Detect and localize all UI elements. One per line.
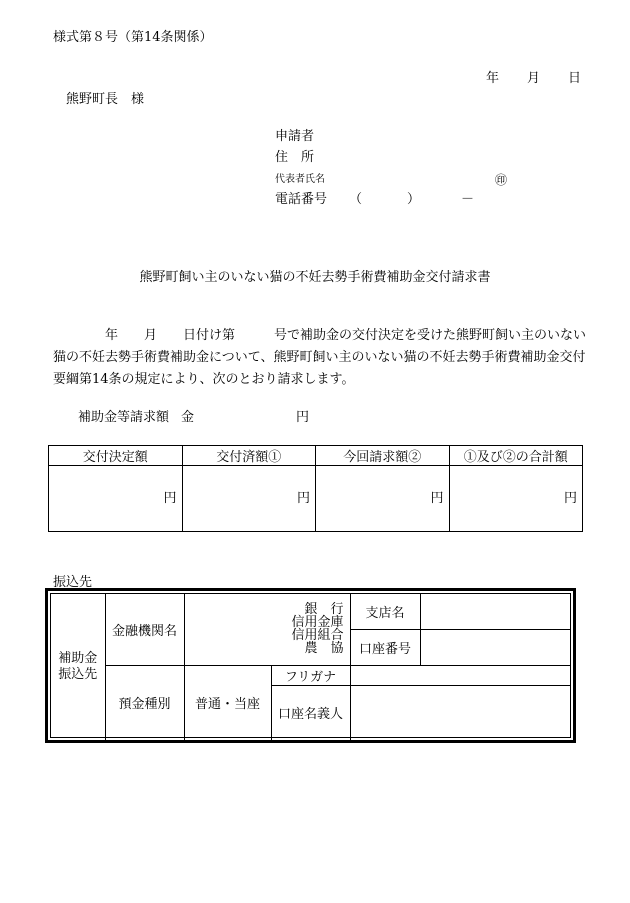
institution-kind-bank: 銀 行 [304,602,344,618]
total-amount-cell[interactable]: 円 [449,466,583,532]
amount-table [48,445,583,532]
deposit-type-value[interactable]: 普通・当座 [184,665,271,740]
transfer-section-label: 振込先 [53,575,93,590]
current-request-cell[interactable]: 円 [316,466,450,532]
branch-input[interactable] [420,594,570,629]
phone-dash: － [461,192,475,207]
institution-kinds[interactable] [184,594,350,665]
branch-label: 支店名 [350,594,420,629]
form-number: 様式第８号（第14条関係） [53,30,213,45]
applicant-block [275,126,508,210]
date-year-label: 年 [486,71,500,86]
representative-row [275,168,508,189]
paid-amount-cell[interactable]: 円 [182,466,316,532]
request-amount-prefix: 金 [181,410,195,425]
addressee: 熊野町長 様 [66,92,145,107]
furigana-label: フリガナ [271,665,350,685]
date-day-label: 日 [568,71,582,86]
amount-table-value-row [49,466,583,532]
account-holder-label: 口座名義人 [271,685,350,740]
body-text: 年 月 日付け第 号で補助金の交付決定を受けた熊野町飼い主のいない猫の不妊去勢手術費補助金について、熊野町飼い主のいない猫の不妊去勢手術費補助金交付要綱第14条の規定により、次のとおり請求します。 [53,328,587,387]
request-amount-label: 補助金等請求額 [78,410,170,425]
transfer-row-header: 補助金振込先 [51,594,105,740]
body-paragraph [53,325,588,391]
phone-label: 電話番号 [275,192,328,207]
request-amount-unit: 円 [296,410,310,425]
applicant-label: 申請者 [275,129,315,144]
institution-kind-shinkin: 信用金庫 [291,615,344,631]
account-number-input[interactable] [420,629,570,665]
header-total-amount: ①及び②の合計額 [449,446,583,466]
bank-account-table [51,594,570,741]
phone-row [275,189,475,210]
amount-table-header-row [49,446,583,466]
representative-label: 代表者氏名 [275,174,325,185]
institution-kind-nokyo: 農 協 [304,641,344,657]
address-label: 住 所 [275,150,315,165]
date-month-label: 月 [527,71,541,86]
request-amount-line [78,406,309,425]
decided-amount-cell[interactable]: 円 [49,466,183,532]
furigana-input[interactable] [350,665,570,685]
account-holder-input[interactable] [350,685,570,740]
account-number-label: 口座番号 [350,629,420,665]
bank-account-box [45,588,576,743]
phone-paren-open: （ [349,192,363,207]
header-paid-amount: 交付済額① [182,446,316,466]
institution-kind-shinkumi: 信用組合 [291,628,344,644]
institution-label: 金融機関名 [105,594,184,665]
header-decided-amount: 交付決定額 [49,446,183,466]
date-line [486,67,581,86]
deposit-type-label: 預金種別 [105,665,184,740]
header-current-request: 今回請求額② [316,446,450,466]
phone-paren-close: ） [407,192,421,207]
seal-mark: ㊞ [495,173,508,187]
document-title: 熊野町飼い主のいない猫の不妊去勢手術費補助金交付請求書 [139,270,491,285]
